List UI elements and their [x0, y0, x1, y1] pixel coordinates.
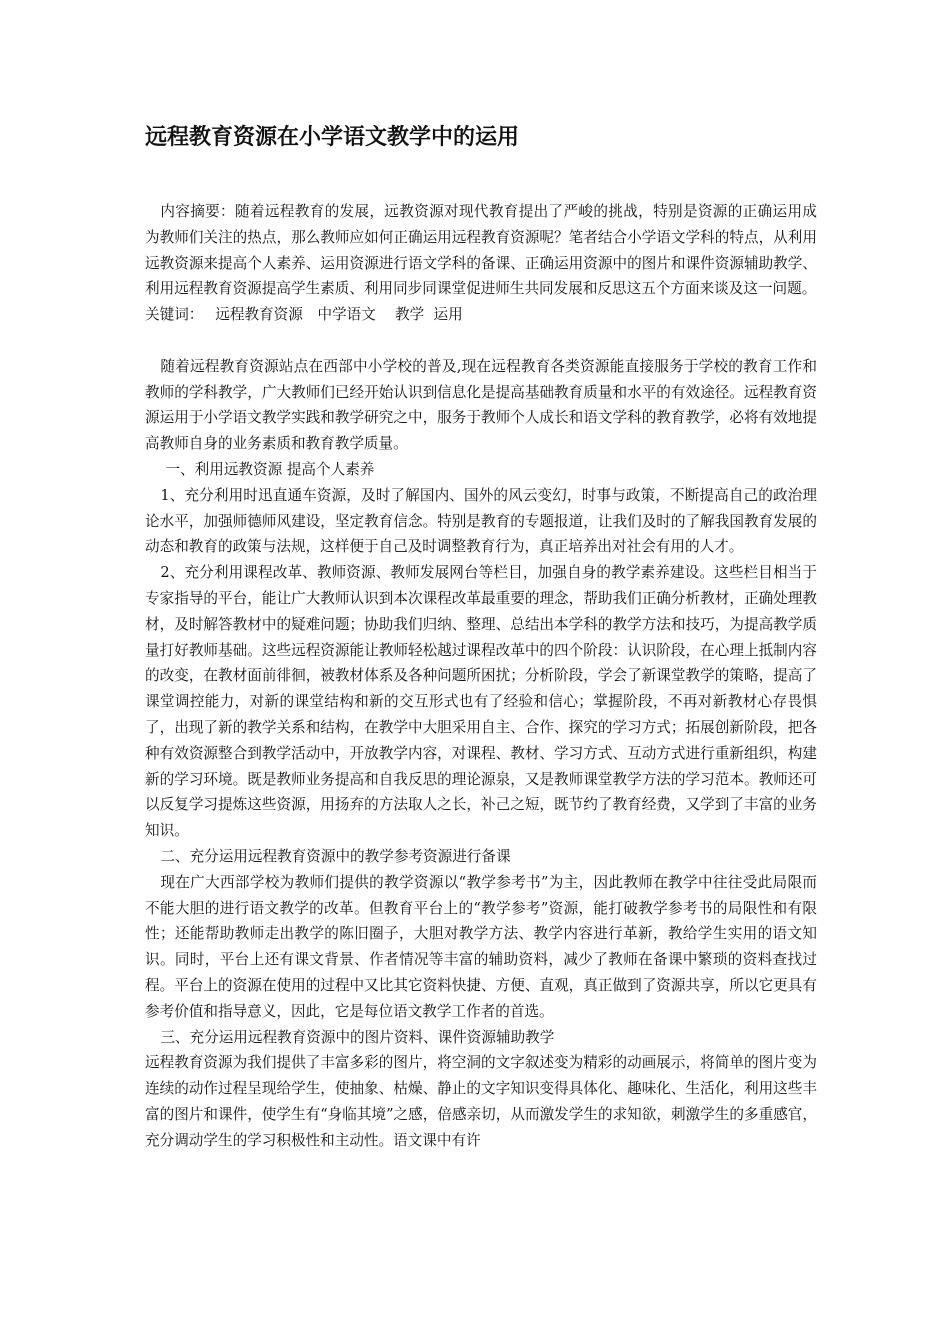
paragraph-spacer	[145, 328, 817, 354]
section-1-paragraph-1: 1、充分利用时迅直通车资源，及时了解国内、国外的风云变幻，时事与政策，不断提高自己的政治理论水平，加强师德师风建设，坚定教育信念。特别是教育的专题报道，让我们及时的了解我国教育发展的动态和教育的政策与法规，这样便于自己及时调整教育行为，真正培养出对社会有用的人才。	[145, 486, 817, 556]
section-3-heading: 三、充分运用远程教育资源中的图片资料、课件资源辅助教学	[160, 1028, 555, 1046]
section-2-heading: 二、充分运用远程教育资源中的教学参考资源进行备课	[160, 847, 511, 865]
document-title: 远程教育资源在小学语文教学中的运用	[145, 124, 520, 150]
intro-paragraph: 随着远程教育资源站点在西部中小学校的普及,现在远程教育各类资源能直接服务于学校的教育工作和教师的学科教学，广大教师们已经开始认识到信息化是提高基础教育质量和水平的有效途径。远程教育资源运用于小学语文教学实践和教学研究之中，服务于教师个人成长和语文学科的教育教学，必将有效地提高教师自身的业务素质和教育教学质量。	[145, 357, 817, 453]
section-1-heading: 一、利用远教资源 提高个人素养	[165, 460, 375, 478]
section-2-paragraph-1: 现在广大西部学校为教师们提供的教学资源以“教学参考书”为主，因此教师在教学中往往受此局限而不能大胆的进行语文教学的改革。但教育平台上的“教学参考”资源，能打破教学参考书的局限性和有限性；还能帮助教师走出教学的陈旧圈子，大胆对教学方法、教学内容进行革新，教给学生实用的语文知识。同时，平台上还有课文背景、作者情况等丰富的辅助资料，减少了教师在备课中繁琐的资料查找过程。平台上的资源在使用的过程中又比其它资料快捷、方便、直观，真正做到了资源共享，所以它更具有参考价值和指导意义，因此，它是每位语文教学工作者的首选。	[145, 873, 817, 1020]
keywords-line: 关键词： 远程教育资源 中学语文 教学 运用	[145, 306, 463, 324]
section-3-paragraph-1: 远程教育资源为我们提供了丰富多彩的图片，将空洞的文字叙述变为精彩的动画展示，将简单的图片变为连续的动作过程呈现给学生，使抽象、枯燥、静止的文字知识变得具体化、趣味化、生活化，利用这些丰富的图片和课件，使学生有“身临其境”之感，倍感亲切，从而激发学生的求知欲，刺激学生的多重感官，充分调动学生的学习积极性和主动性。语文课中有许	[145, 1054, 817, 1149]
section-1-paragraph-2: 2、充分利用课程改革、教师资源、教师发展网台等栏目，加强自身的教学素养建设。这些栏目相当于专家指导的平台，能让广大教师认识到本次课程改革最重要的理念，帮助我们正确分析教材，正确处理教材，及时解答教材中的疑难问题；协助我们归纳、整理、总结出本学科的教学方法和技巧，为提高教学质量打好教师基础。这些远程资源能让教师轻松越过课程改革中的四个阶段：认识阶段，在心理上抵制内容的改变，在教材面前徘徊，被教材体系及各种问题所困扰；分析阶段，学会了新课堂教学的策略，提高了课堂调控能力，对新的课堂结构和新的交互形式也有了经验和信心；掌握阶段，不再对新教材心存畏惧了，出现了新的教学关系和结构，在教学中大胆采用自主、合作、探究的学习方式；拓展创新阶段，把各种有效资源整合到教学活动中，开放教学内容，对课程、教材、学习方式、互动方式进行重新组织，构建新的学习环境。既是教师业务提高和自我反思的理论源泉，又是教师课堂教学方法的学习范本。教师还可以反复学习提炼这些资源，用扬弃的方法取人之长，补己之短，既节约了教育经费，又学到了丰富的业务知识。	[145, 564, 817, 840]
abstract-paragraph: 内容摘要：随着远程教育的发展，远教资源对现代教育提出了严峻的挑战，特别是资源的正确运用成为教师们关注的热点，那么教师应如何正确运用远程教育资源呢？笔者结合小学语文学科的特点，从利用远教资源来提高个人素养、运用资源进行语文学科的备课、正确运用资源中的图片和课件资源辅助教学、利用远程教育资源提高学生素质、利用同步同课堂促进师生共同发展和反思这五个方面来谈及这一问题。	[145, 203, 817, 298]
document-body	[145, 199, 817, 1153]
